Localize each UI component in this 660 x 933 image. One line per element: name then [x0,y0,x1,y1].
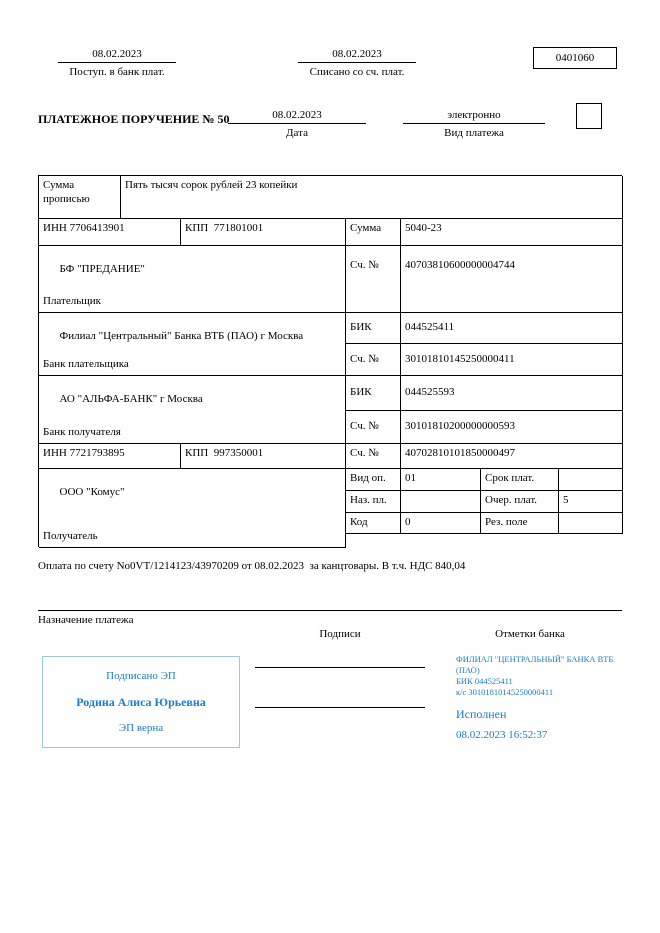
amount-words-value: Пять тысяч сорок рублей 23 копейки [121,176,623,219]
payer-bank-label: Банк плательщика [43,358,129,371]
purpose-label: Назначение платежа [38,614,134,626]
payee-name: ООО "Комус" [59,485,125,498]
received-date-value: 08.02.2023 [58,48,176,63]
amount-words-label: Сумма прописью [39,176,121,219]
document-date-field [228,109,366,139]
payer-inn: ИНН 7706413901 [39,219,181,246]
ocher-plat-label: Очер. плат. [481,491,559,513]
payment-purpose-text: Оплата по счету No0VT/1214123/43970209 от 08.02.2023 за канцтовары. В т.ч. НДС 840,04 [38,560,466,572]
signature-line-2 [255,707,425,708]
purpose-underline [38,610,622,611]
payee-label: Получатель [43,530,98,543]
received-date-label: Поступ. в банк плат. [69,66,165,78]
document-date-label: Дата [286,127,308,139]
payee-bank-name: АО "АЛЬФА-БАНК" г Москва [59,392,203,405]
signature-stamp-name: Родина Алиса Юрьевна [76,694,206,709]
bank-stamp-name: ФИЛИАЛ "ЦЕНТРАЛЬНЫЙ" БАНКА ВТБ (ПАО) [456,654,614,676]
bank-stamp-timestamp: 08.02.2023 16:52:37 [456,729,548,742]
payer-cell [39,246,346,313]
payee-bank-label: Банк получателя [43,426,121,439]
payer-label: Плательщик [43,295,101,308]
debited-date-value: 08.02.2023 [298,48,416,63]
electronic-signature-stamp [42,656,240,748]
payee-bank-bik-value: 044525593 [401,376,623,411]
rez-pole-label: Рез. поле [481,513,559,534]
payer-account-label: Сч. № [346,246,401,313]
kod-value: 0 [401,513,481,534]
payer-bank-corr-label: Сч. № [346,344,401,376]
payee-cell [39,469,346,548]
signature-stamp-line1: Подписано ЭП [106,669,176,682]
payee-bank-corr-label: Сч. № [346,411,401,444]
sum-label: Сумма [346,219,401,246]
vid-op-value: 01 [401,469,481,491]
payer-bank-bik-value: 044525411 [401,313,623,344]
received-date-field [58,48,176,78]
payer-bank-corr-value: 30101810145250000411 [401,344,623,376]
payment-kind-value: электронно [403,109,545,124]
bank-stamp [456,654,628,741]
payee-bank-bik-label: БИК [346,376,401,411]
status-checkbox [576,103,602,129]
signature-stamp-line3: ЭП верна [118,722,164,735]
payee-inn: ИНН 7721793895 [39,444,181,469]
form-code-box: 0401060 [533,47,617,69]
payer-bank-bik-label: БИК [346,313,401,344]
bank-stamp-status: Исполнен [456,707,507,722]
debited-date-field [298,48,416,78]
vid-op-label: Вид оп. [346,469,401,491]
payer-account-value: 40703810600000004744 [401,246,623,313]
payee-bank-cell [39,376,346,444]
payee-account-label: Сч. № [346,444,401,469]
payment-kind-label: Вид платежа [444,127,504,139]
payer-name: БФ "ПРЕДАНИЕ" [59,262,145,275]
document-title: ПЛАТЕЖНОЕ ПОРУЧЕНИЕ № 50 [38,112,230,126]
payer-bank-name: Филиал "Центральный" Банка ВТБ (ПАО) г Москва [59,329,304,342]
payment-table [38,175,622,547]
payee-bank-corr-value: 30101810200000000593 [401,411,623,444]
payer-kpp: КПП 771801001 [181,219,346,246]
srok-plat-value [559,469,623,491]
bank-stamp-corr: к/с 30101810145250000411 [456,687,554,698]
kod-label: Код [346,513,401,534]
bank-stamp-bik: БИК 044525411 [456,676,513,687]
payee-kpp: КПП 997350001 [181,444,346,469]
srok-plat-label: Срок плат. [481,469,559,491]
signatures-header: Подписи [319,628,361,640]
payment-kind-field [403,109,545,139]
naz-pl-label: Наз. пл. [346,491,401,513]
document-date-value: 08.02.2023 [228,109,366,124]
debited-date-label: Списано со сч. плат. [309,66,405,78]
rez-pole-value [559,513,623,534]
sum-value: 5040-23 [401,219,623,246]
bank-marks-header: Отметки банка [495,628,565,640]
payer-bank-cell [39,313,346,376]
payee-account-value: 40702810101850000497 [401,444,623,469]
signature-line-1 [255,667,425,668]
ocher-plat-value: 5 [559,491,623,513]
naz-pl-value [401,491,481,513]
